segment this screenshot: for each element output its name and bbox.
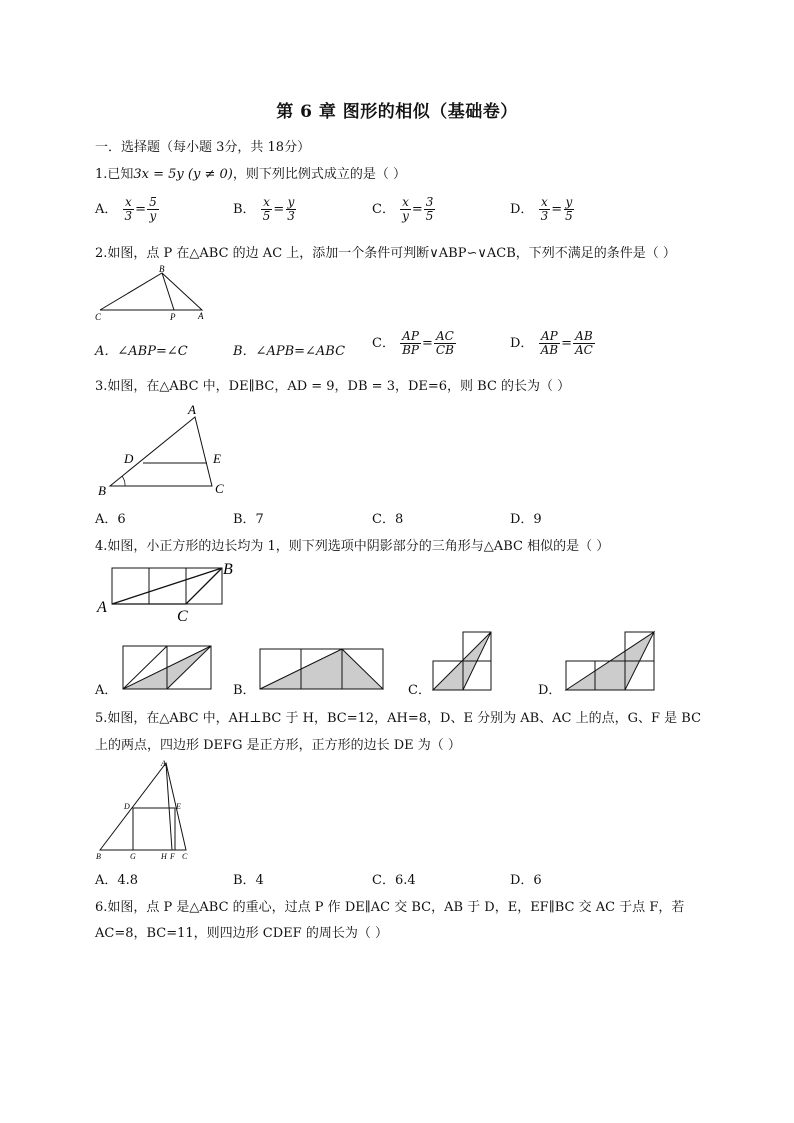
q2-option-d[interactable]: D． $\frac{AP}{AB}$ = $\frac{AB}{AC}$ (510, 329, 593, 357)
q3-option-d[interactable]: D．9 (510, 512, 542, 527)
q1-stem-b: ，则下列比例式成立的是（ ） (232, 167, 406, 182)
q4-option-b-figure[interactable] (259, 648, 385, 691)
q5-figure (95, 758, 195, 860)
q5-square-defg (133, 808, 175, 850)
q2-figure (92, 266, 212, 322)
q5-label-d: D (124, 802, 130, 811)
q1-option-b[interactable]: B． $\frac{x}{5}$ = $\frac{y}{3}$ (233, 195, 295, 223)
q3-label-b: B (98, 483, 106, 498)
q5-label-e: E (176, 802, 181, 811)
q4-label-a: A (97, 599, 107, 616)
q2-label-p: P (170, 312, 176, 322)
q4-option-c-figure[interactable] (432, 631, 494, 691)
q5-label-c: C (182, 852, 188, 861)
q3-angle-arc (122, 476, 125, 486)
question-5-stem-line1: 5.如图，在△ABC 中，AH⊥BC 于 H，BC=12，AH=8，D、E 分别为 AB、AC 上的点，G、F 是 BC (95, 711, 702, 726)
q4b-shaded-triangle (260, 649, 383, 689)
q1-option-d[interactable]: D． $\frac{x}{3}$ = $\frac{y}{5}$ (510, 195, 573, 223)
q3-option-a[interactable]: A．6 (95, 512, 126, 527)
q1-stem-a: 1.已知 (95, 167, 134, 182)
question-6-stem-line2: AC=8，BC=11，则四边形 CDEF 的周长为（ ） (95, 926, 388, 941)
q4-triangle-abc (112, 568, 222, 604)
q3-label-a: A (188, 402, 196, 417)
q3-label-c: C (215, 481, 224, 496)
q5-label-g: G (130, 852, 136, 861)
question-3-stem: 3.如图，在△ABC 中，DE∥BC，AD = 9，DB = 3，DE=6，则 BC 的长为（ ） (95, 379, 571, 394)
q5-option-a[interactable]: A．4.8 (95, 873, 139, 888)
q3-figure (95, 400, 235, 500)
question-1 (95, 163, 406, 182)
q4-reference-figure (95, 560, 245, 625)
q2-option-a[interactable]: A．∠ABP=∠C (95, 344, 188, 359)
q4-option-d-label[interactable]: D． (538, 683, 562, 698)
q5-triangle (100, 763, 186, 850)
q2-label-a: A (198, 311, 204, 321)
q1-condition: 3x = 5y (y ≠ 0) (133, 167, 233, 182)
question-5-stem-line2: 上的两点，四边形 DEFG 是正方形，正方形的边长 DE 为（ ） (95, 738, 461, 753)
question-2-stem: 2.如图，点 P 在△ABC 的边 AC 上，添加一个条件可判断∨ABP∽∨ACB，下列不满足的条件是（ ） (95, 246, 676, 261)
q1-option-c[interactable]: C． $\frac{x}{y}$ = $\frac{3}{5}$ (372, 195, 434, 223)
q4-option-c-label[interactable]: C． (408, 683, 431, 698)
q3-option-c[interactable]: C．8 (372, 512, 404, 527)
q3-label-d: D (124, 451, 134, 466)
question-4-stem: 4.如图，小正方形的边长均为 1，则下列选项中阴影部分的三角形与△ABC 相似的是（ ） (95, 539, 610, 554)
q2-triangle (100, 273, 202, 310)
q5-label-b: B (96, 852, 101, 861)
q4-label-c: C (177, 608, 188, 625)
q4-option-b-label[interactable]: B． (233, 683, 256, 698)
q2-label-c: C (95, 312, 102, 322)
q2-label-b: B (159, 264, 165, 274)
q2-option-c[interactable]: C． $\frac{AP}{BP}$ = $\frac{AC}{CB}$ (372, 329, 454, 357)
q3-option-b[interactable]: B．7 (233, 512, 264, 527)
q4-label-b: B (223, 561, 233, 578)
q5-label-f: F (170, 852, 175, 861)
q1-option-a[interactable]: A． $\frac{x}{3}$ = $\frac{5}{y}$ (95, 195, 157, 223)
q2-option-b[interactable]: B．∠APB=∠ABC (233, 344, 346, 359)
q4-option-a-label[interactable]: A． (95, 683, 118, 698)
q5-option-d[interactable]: D．6 (510, 873, 542, 888)
q3-label-e: E (213, 451, 221, 466)
q5-option-c[interactable]: C．6.4 (372, 873, 416, 888)
q5-label-h: H (161, 852, 167, 861)
q5-option-b[interactable]: B．4 (233, 873, 264, 888)
page-title: 第 6 章 图形的相似（基础卷） (276, 102, 518, 122)
q5-label-a: A (161, 759, 166, 768)
q4-option-a-figure[interactable] (122, 645, 214, 691)
q4-option-d-figure[interactable] (565, 631, 657, 691)
question-6-stem-line1: 6.如图，点 P 是△ABC 的重心，过点 P 作 DE∥AC 交 BC，AB 于 D，E，EF∥BC 交 AC 于点 F，若 (95, 900, 685, 915)
section-heading: 一．选择题（每小题 3分，共 18分） (95, 140, 311, 155)
